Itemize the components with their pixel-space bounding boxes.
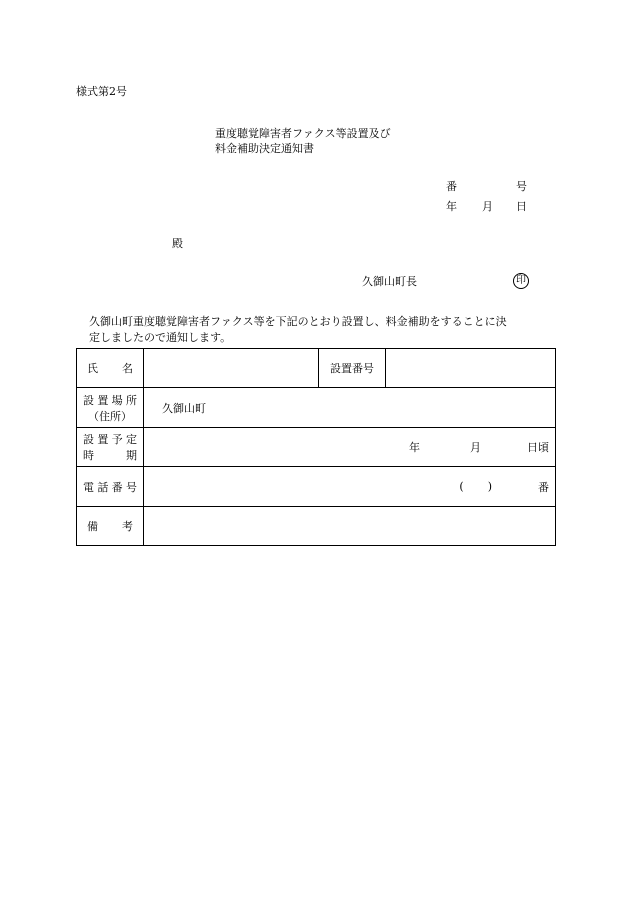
doc-number-ban: 番 [446,180,457,193]
seal-mark: 印 [513,273,529,289]
phone-label: 電 話 番 号 [77,467,144,507]
name-field[interactable] [144,349,319,388]
body-line-2: 定しましたので通知します。 [89,331,232,344]
setting-number-field[interactable] [386,349,556,388]
addressee-suffix: 殿 [172,237,183,250]
form-number: 様式第2号 [76,85,127,98]
remarks-field[interactable] [144,507,556,546]
remarks-label: 備 考 [77,507,144,546]
phone-row [77,467,556,507]
phone-close-paren: ) [487,480,492,493]
application-table [76,348,556,546]
schedule-day: 日頃 [527,441,549,454]
place-value: 久御山町 [162,401,206,415]
date-day: 日 [516,200,527,213]
schedule-field[interactable] [144,428,556,467]
body-line-1: 久御山町重度聴覚障害者ファクス等を下記のとおり設置し、料金補助をすることに決 [89,315,507,328]
remarks-row [77,507,556,546]
date-month: 月 [482,200,493,213]
date-year: 年 [446,200,457,213]
phone-open-paren: ( [459,480,464,493]
place-row [77,388,556,428]
phone-field[interactable] [144,467,556,507]
place-label: 設 置 場 所 （住所） [77,388,144,428]
title-line-2: 料金補助決定通知書 [215,142,314,155]
schedule-row [77,428,556,467]
schedule-month: 月 [470,441,481,454]
schedule-label: 設 置 予 定 時 期 [77,428,144,467]
schedule-year: 年 [409,441,420,454]
issuer: 久御山町長 [362,275,417,288]
name-row [77,349,556,388]
doc-number-go: 号 [516,180,527,193]
phone-ban: 番 [538,480,549,494]
setting-number-label: 設置番号 [319,349,386,388]
title-line-1: 重度聴覚障害者ファクス等設置及び [215,127,391,140]
place-field[interactable] [144,388,556,428]
name-label: 氏 名 [77,349,144,388]
